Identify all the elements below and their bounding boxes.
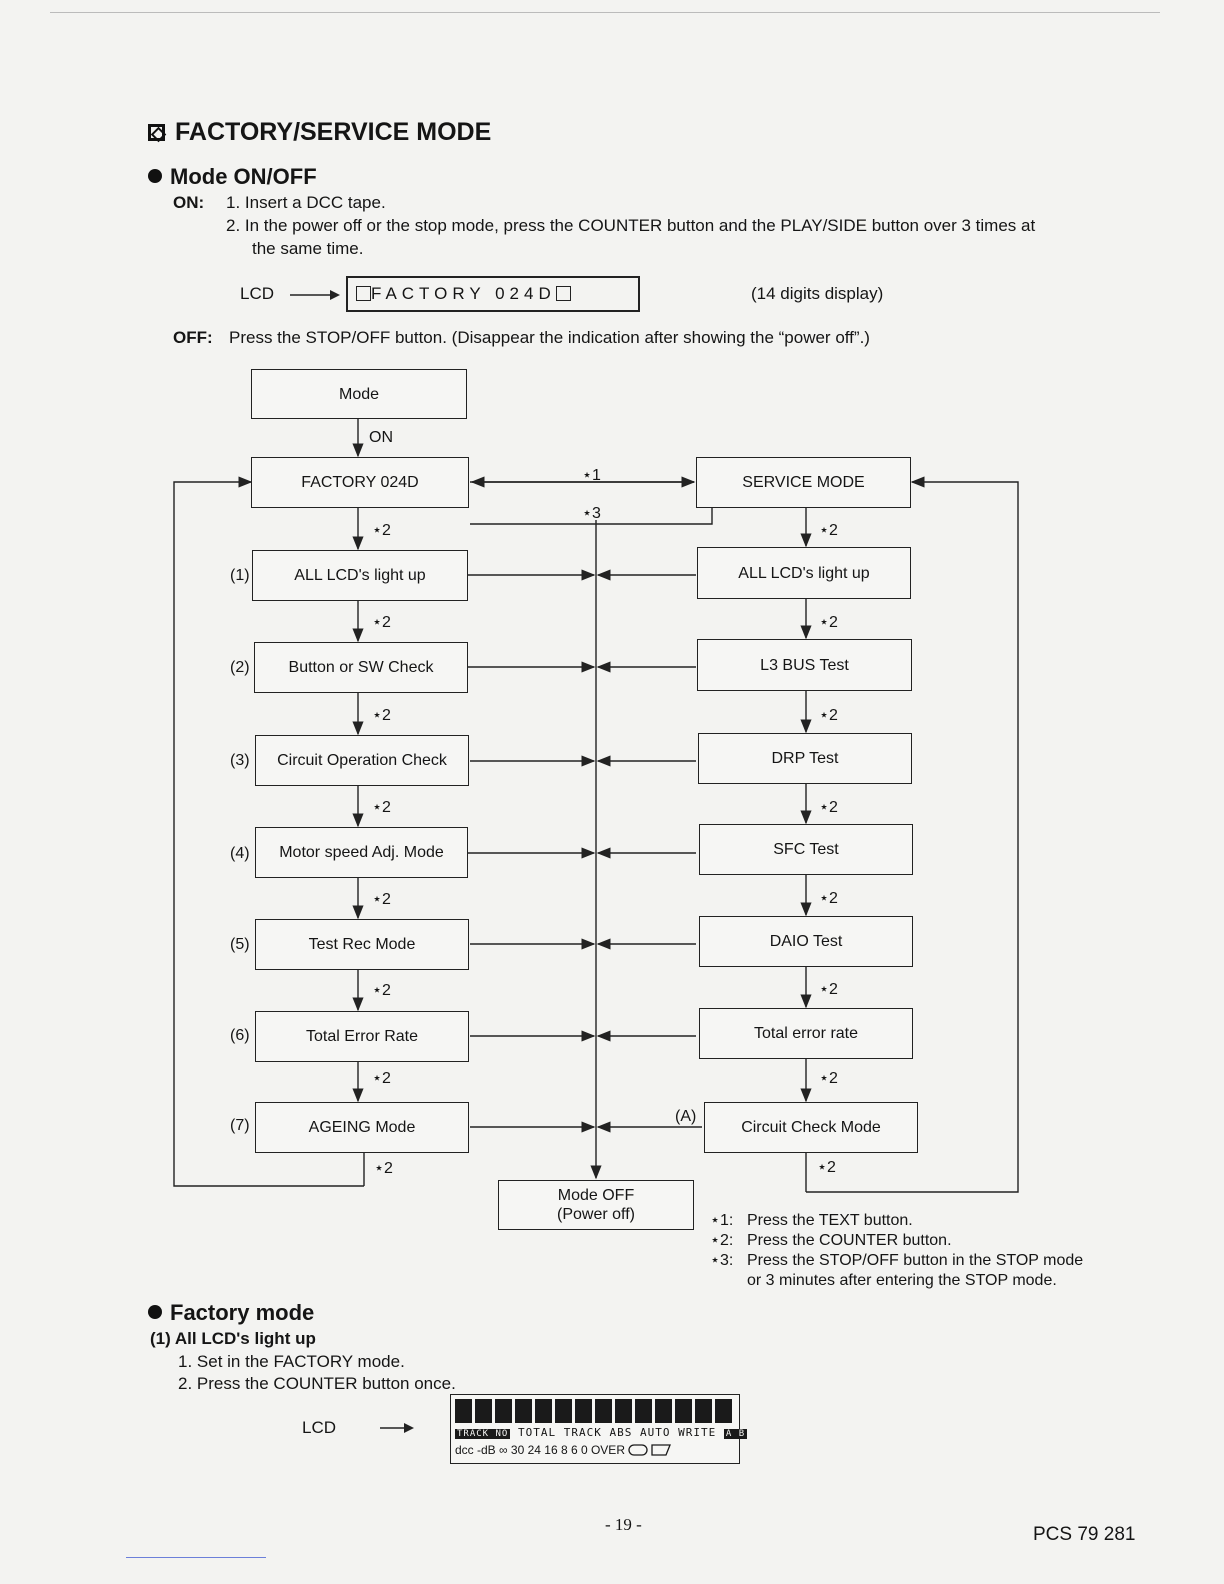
factory-step-2: 2. Press the COUNTER button once.	[178, 1374, 456, 1393]
flow-on-label: ON	[369, 429, 393, 446]
lcd-segment	[695, 1399, 712, 1423]
lcd-segment	[495, 1399, 512, 1423]
flow-left-num-1: (1)	[230, 567, 250, 584]
flow-star2-label: ⋆2	[372, 891, 391, 908]
note-key: ⋆2:	[710, 1232, 734, 1249]
lcd-segment	[595, 1399, 612, 1423]
note-key: ⋆3:	[710, 1252, 734, 1269]
flow-star2-label: ⋆2	[372, 707, 391, 724]
flow-right-box-3: DRP Test	[698, 733, 912, 784]
flow-left-box-3: Circuit Operation Check	[255, 735, 469, 786]
flow-star2-label: ⋆2	[372, 1070, 391, 1087]
lcd-display-box: FACTORY 024D	[346, 276, 640, 312]
flow-star2-label: ⋆2	[817, 1159, 836, 1176]
lcd-indicator-row: TRACK NO TOTAL TRACK ABS AUTO WRITE A B	[457, 1426, 746, 1439]
flow-left-box-6: Total Error Rate	[255, 1011, 469, 1062]
on-label: ON:	[173, 193, 205, 212]
lcd-all-segments	[450, 1394, 746, 1464]
lcd-segment	[635, 1399, 652, 1423]
flow-mode-off-box: Mode OFF (Power off)	[498, 1180, 694, 1230]
lcd-segment	[575, 1399, 592, 1423]
flow-left-num-3: (3)	[230, 752, 250, 769]
flow-service-mode-box: SERVICE MODE	[696, 457, 911, 508]
flow-left-box-4: Motor speed Adj. Mode	[255, 827, 468, 878]
lcd-segment	[515, 1399, 532, 1423]
lcd-note: (14 digits display)	[751, 284, 884, 303]
lcd-segment	[675, 1399, 692, 1423]
flow-left-num-5: (5)	[230, 936, 250, 953]
flow-star2-label: ⋆2	[372, 799, 391, 816]
lcd-segment	[475, 1399, 492, 1423]
lcd-segment	[615, 1399, 632, 1423]
flow-star2-label: ⋆2	[819, 707, 838, 724]
flow-left-box-7: AGEING Mode	[255, 1102, 469, 1153]
on-step-2-cont: the same time.	[252, 239, 364, 258]
flow-left-num-6: (6)	[230, 1027, 250, 1044]
off-label: OFF:	[173, 328, 213, 347]
flow-left-box-1: ALL LCD's light up	[252, 550, 468, 601]
flow-star2-label: ⋆2	[372, 614, 391, 631]
flow-factory-box: FACTORY 024D	[251, 457, 469, 508]
note-text: or 3 minutes after entering the STOP mode.	[747, 1272, 1057, 1289]
flow-mode-box: Mode	[251, 369, 467, 419]
flow-left-box-2: Button or SW Check	[254, 642, 468, 693]
flow-star2-label: ⋆2	[819, 614, 838, 631]
lcd-level-meter-row: dcc -dB ∞ 30 24 16 8 6 0 OVER	[455, 1443, 672, 1457]
flow-star2-label: ⋆2	[819, 890, 838, 907]
lcd-segment	[715, 1399, 732, 1423]
flow-a-label: (A)	[675, 1108, 697, 1125]
flow-right-box-6: Total error rate	[699, 1008, 913, 1059]
note-key: ⋆1:	[710, 1212, 734, 1229]
factory-mode-heading: Factory mode	[148, 1300, 314, 1326]
flow-right-box-4: SFC Test	[699, 824, 913, 875]
lcd-segment	[555, 1399, 572, 1423]
arrow-right-icon	[380, 1421, 414, 1435]
flow-star3-label: ⋆3	[582, 505, 601, 522]
flow-star2-label: ⋆2	[819, 1070, 838, 1087]
flow-right-box-7: Circuit Check Mode	[704, 1102, 918, 1153]
lcd-segment	[655, 1399, 672, 1423]
mode-onoff-heading: Mode ON/OFF	[148, 164, 317, 190]
flow-star2-label: ⋆2	[372, 982, 391, 999]
document-code: PCS 79 281	[1033, 1524, 1136, 1545]
flow-left-num-2: (2)	[230, 659, 250, 676]
flow-star2-label: ⋆2	[372, 522, 391, 539]
page-title: FACTORY/SERVICE MODE	[148, 118, 491, 147]
flow-star1-label: ⋆1	[582, 467, 601, 484]
bottom-rule	[126, 1557, 266, 1558]
page-number: - 19 -	[605, 1515, 642, 1534]
lcd-segment	[455, 1399, 472, 1423]
cassette-icon	[628, 1444, 672, 1456]
bullet-icon	[148, 1305, 162, 1319]
flow-star2-label: ⋆2	[819, 981, 838, 998]
lcd-label-2: LCD	[302, 1418, 337, 1437]
note-text: Press the TEXT button.	[747, 1212, 913, 1229]
factory-sub-heading: (1) All LCD's light up	[150, 1329, 316, 1348]
flow-right-box-1: ALL LCD's light up	[697, 547, 911, 599]
flow-left-box-5: Test Rec Mode	[255, 919, 469, 970]
on-step-1: 1. Insert a DCC tape.	[226, 193, 386, 212]
on-step-2: 2. In the power off or the stop mode, press the COUNTER button and the PLAY/SIDE button over 3 times at	[226, 216, 1036, 235]
factory-step-1: 1. Set in the FACTORY mode.	[178, 1352, 405, 1371]
flow-right-box-5: DAIO Test	[699, 916, 913, 967]
off-text: Press the STOP/OFF button. (Disappear the indication after showing the “power off”.)	[229, 328, 870, 347]
flow-star2-label: ⋆2	[819, 799, 838, 816]
flow-left-num-4: (4)	[230, 845, 250, 862]
flow-star2-label: ⋆2	[819, 522, 838, 539]
lcd-segment	[535, 1399, 552, 1423]
lcd-label: LCD	[240, 284, 275, 303]
note-text: Press the COUNTER button.	[747, 1232, 952, 1249]
flow-star2-label: ⋆2	[374, 1160, 393, 1177]
flow-right-box-2: L3 BUS Test	[697, 639, 912, 691]
note-text: Press the STOP/OFF button in the STOP mode	[747, 1252, 1084, 1269]
flow-left-num-7: (7)	[230, 1117, 250, 1134]
